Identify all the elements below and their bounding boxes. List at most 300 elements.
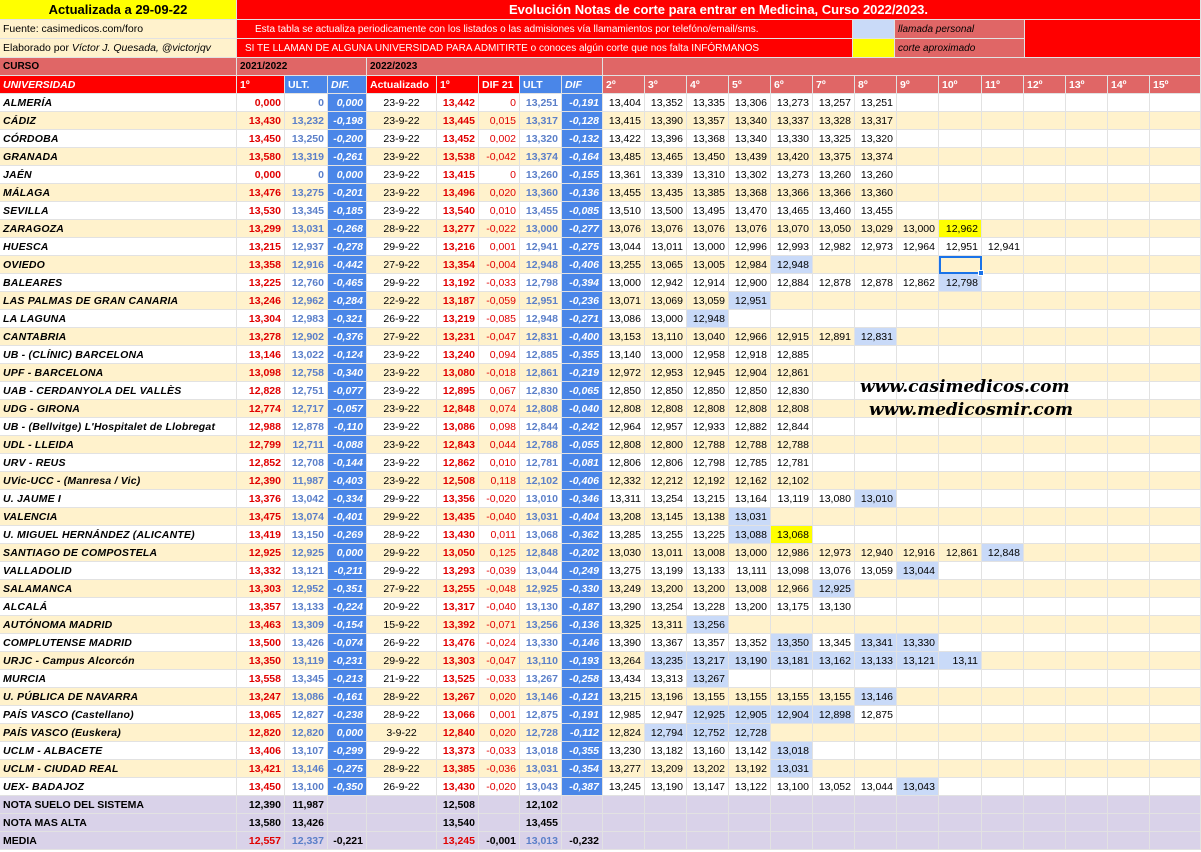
cut-15[interactable] xyxy=(1150,220,1201,238)
cut-9[interactable] xyxy=(897,112,939,130)
cut-3[interactable]: 13,069 xyxy=(645,292,687,310)
cut-15[interactable] xyxy=(1150,328,1201,346)
cut-8[interactable] xyxy=(855,508,897,526)
prev-diff[interactable]: -0,201 xyxy=(328,184,367,202)
cut-10[interactable] xyxy=(939,454,982,472)
prev-first-cut[interactable]: 13,358 xyxy=(237,256,285,274)
updated-date-cell[interactable]: 26-9-22 xyxy=(367,778,437,796)
cut-4[interactable]: 12,945 xyxy=(687,364,729,382)
diff-vs-2021[interactable]: -0,004 xyxy=(479,256,520,274)
updated-date-cell[interactable]: 20-9-22 xyxy=(367,598,437,616)
cut-9[interactable] xyxy=(897,418,939,436)
cut-2[interactable]: 13,076 xyxy=(603,220,645,238)
prev-last-cut[interactable]: 12,902 xyxy=(285,328,328,346)
prev-first-cut[interactable]: 13,146 xyxy=(237,346,285,364)
cut-14[interactable] xyxy=(1108,112,1150,130)
cut-7[interactable] xyxy=(813,616,855,634)
col-header-cut-14[interactable]: 14º xyxy=(1108,76,1150,94)
cut-15[interactable] xyxy=(1150,112,1201,130)
cut-11[interactable] xyxy=(982,454,1024,472)
cut-13[interactable] xyxy=(1066,454,1108,472)
prev-first-cut[interactable]: 13,450 xyxy=(237,130,285,148)
cut-4[interactable]: 13,217 xyxy=(687,652,729,670)
cut-2[interactable]: 13,311 xyxy=(603,490,645,508)
cut-15[interactable] xyxy=(1150,310,1201,328)
cut-11[interactable] xyxy=(982,256,1024,274)
cut-6[interactable]: 13,337 xyxy=(771,112,813,130)
diff-vs-2021[interactable]: -0,033 xyxy=(479,742,520,760)
prev-last-cut[interactable]: 13,146 xyxy=(285,760,328,778)
curr-diff[interactable]: -0,187 xyxy=(562,598,603,616)
cut-13[interactable] xyxy=(1066,256,1108,274)
updated-date-cell[interactable]: 23-9-22 xyxy=(367,148,437,166)
cut-14[interactable] xyxy=(1108,778,1150,796)
cut-12[interactable] xyxy=(1024,724,1066,742)
cut-15[interactable] xyxy=(1150,202,1201,220)
cut-2[interactable]: 13,030 xyxy=(603,544,645,562)
curr-first-cut[interactable]: 13,435 xyxy=(437,508,479,526)
curr-diff[interactable]: -0,249 xyxy=(562,562,603,580)
cut-11[interactable] xyxy=(982,580,1024,598)
prev-diff[interactable]: -0,200 xyxy=(328,130,367,148)
prev-first-cut[interactable]: 13,419 xyxy=(237,526,285,544)
cut-14[interactable] xyxy=(1108,526,1150,544)
selected-cell[interactable] xyxy=(939,256,982,274)
cut-3[interactable]: 13,209 xyxy=(645,760,687,778)
cut-8[interactable] xyxy=(855,436,897,454)
cut-9[interactable] xyxy=(897,436,939,454)
cut-5[interactable]: 12,996 xyxy=(729,238,771,256)
cut-13[interactable] xyxy=(1066,724,1108,742)
cut-7[interactable]: 12,898 xyxy=(813,706,855,724)
prev-diff[interactable]: -0,144 xyxy=(328,454,367,472)
cut-9[interactable] xyxy=(897,256,939,274)
cut-6[interactable] xyxy=(771,292,813,310)
cut-11[interactable] xyxy=(982,436,1024,454)
cut-3[interactable]: 13,182 xyxy=(645,742,687,760)
cut-7[interactable]: 13,155 xyxy=(813,688,855,706)
curr-first-cut[interactable]: 13,293 xyxy=(437,562,479,580)
cut-5[interactable]: 13,122 xyxy=(729,778,771,796)
cut-14[interactable] xyxy=(1108,166,1150,184)
curr-first-cut[interactable]: 13,303 xyxy=(437,652,479,670)
cut-8[interactable]: 13,455 xyxy=(855,202,897,220)
prev-first-cut[interactable]: 13,098 xyxy=(237,364,285,382)
cut-11[interactable] xyxy=(982,724,1024,742)
cut-14[interactable] xyxy=(1108,202,1150,220)
curr-last-cut[interactable]: 12,788 xyxy=(520,436,562,454)
cut-13[interactable] xyxy=(1066,112,1108,130)
cut-14[interactable] xyxy=(1108,382,1150,400)
cut-15[interactable] xyxy=(1150,742,1201,760)
cut-12[interactable] xyxy=(1024,454,1066,472)
cut-15[interactable] xyxy=(1150,634,1201,652)
cut-5[interactable]: 12,966 xyxy=(729,328,771,346)
curr-first-cut[interactable]: 12,848 xyxy=(437,400,479,418)
footer-prev-last[interactable]: 12,337 xyxy=(285,832,328,850)
prev-last-cut[interactable]: 0 xyxy=(285,94,328,112)
prev-diff[interactable]: -0,376 xyxy=(328,328,367,346)
cut-12[interactable] xyxy=(1024,130,1066,148)
cut-2[interactable]: 12,972 xyxy=(603,364,645,382)
cut-3[interactable]: 13,500 xyxy=(645,202,687,220)
cut-6[interactable]: 12,986 xyxy=(771,544,813,562)
curr-first-cut[interactable]: 13,445 xyxy=(437,112,479,130)
col-header-cut-11[interactable]: 11º xyxy=(982,76,1024,94)
cut-10[interactable] xyxy=(939,346,982,364)
diff-vs-2021[interactable]: 0,020 xyxy=(479,724,520,742)
updated-date-cell[interactable]: 29-9-22 xyxy=(367,652,437,670)
cut-4[interactable]: 13,000 xyxy=(687,238,729,256)
cut-5[interactable]: 12,162 xyxy=(729,472,771,490)
updated-date-cell[interactable]: 23-9-22 xyxy=(367,166,437,184)
university-name[interactable]: UEX- BADAJOZ xyxy=(0,778,237,796)
prev-first-cut[interactable]: 13,357 xyxy=(237,598,285,616)
university-name[interactable]: SALAMANCA xyxy=(0,580,237,598)
prev-last-cut[interactable]: 13,042 xyxy=(285,490,328,508)
university-name[interactable]: LAS PALMAS DE GRAN CANARIA xyxy=(0,292,237,310)
cut-3[interactable]: 13,145 xyxy=(645,508,687,526)
cut-11[interactable] xyxy=(982,706,1024,724)
col-header-8[interactable]: DIF xyxy=(562,76,603,94)
prev-last-cut[interactable]: 13,232 xyxy=(285,112,328,130)
university-name[interactable]: UB - (Bellvitge) L'Hospitalet de Llobregat xyxy=(0,418,237,436)
cut-12[interactable] xyxy=(1024,526,1066,544)
cut-3[interactable]: 12,947 xyxy=(645,706,687,724)
cut-10[interactable]: 12,861 xyxy=(939,544,982,562)
cut-13[interactable] xyxy=(1066,562,1108,580)
cut-15[interactable] xyxy=(1150,184,1201,202)
curr-diff[interactable]: -0,355 xyxy=(562,346,603,364)
prev-first-cut[interactable]: 13,225 xyxy=(237,274,285,292)
curr-last-cut[interactable]: 13,330 xyxy=(520,634,562,652)
curso-label[interactable]: CURSO xyxy=(0,58,237,76)
cut-7[interactable] xyxy=(813,364,855,382)
diff-vs-2021[interactable]: 0,015 xyxy=(479,112,520,130)
cut-11[interactable] xyxy=(982,760,1024,778)
cut-5[interactable]: 12,905 xyxy=(729,706,771,724)
updated-date-cell[interactable]: 28-9-22 xyxy=(367,220,437,238)
prev-last-cut[interactable]: 13,022 xyxy=(285,346,328,364)
prev-diff[interactable]: -0,340 xyxy=(328,364,367,382)
diff-vs-2021[interactable]: -0,040 xyxy=(479,508,520,526)
footer-prev-diff[interactable] xyxy=(328,796,367,814)
cut-6[interactable] xyxy=(771,724,813,742)
cut-10[interactable] xyxy=(939,94,982,112)
col-header-4[interactable]: Actualizado xyxy=(367,76,437,94)
cut-14[interactable] xyxy=(1108,220,1150,238)
cut-7[interactable]: 12,982 xyxy=(813,238,855,256)
cut-15[interactable] xyxy=(1150,598,1201,616)
prev-diff[interactable]: -0,213 xyxy=(328,670,367,688)
cut-2[interactable]: 12,332 xyxy=(603,472,645,490)
updated-date-cell[interactable]: 23-9-22 xyxy=(367,382,437,400)
cut-7[interactable]: 13,328 xyxy=(813,112,855,130)
col-header-cut-8[interactable]: 8º xyxy=(855,76,897,94)
cut-4[interactable]: 12,798 xyxy=(687,454,729,472)
cut-13[interactable] xyxy=(1066,652,1108,670)
cut-15[interactable] xyxy=(1150,166,1201,184)
cut-7[interactable]: 13,257 xyxy=(813,94,855,112)
cut-4[interactable]: 13,357 xyxy=(687,112,729,130)
cut-10[interactable] xyxy=(939,508,982,526)
cut-11[interactable] xyxy=(982,616,1024,634)
cut-15[interactable] xyxy=(1150,490,1201,508)
cut-7[interactable]: 13,325 xyxy=(813,130,855,148)
cut-5[interactable]: 13,352 xyxy=(729,634,771,652)
cut-14[interactable] xyxy=(1108,418,1150,436)
university-name[interactable]: BALEARES xyxy=(0,274,237,292)
updated-date-cell[interactable]: 23-9-22 xyxy=(367,400,437,418)
cut-12[interactable] xyxy=(1024,274,1066,292)
diff-vs-2021[interactable]: -0,022 xyxy=(479,220,520,238)
prev-last-cut[interactable]: 12,827 xyxy=(285,706,328,724)
cut-13[interactable] xyxy=(1066,184,1108,202)
cut-5[interactable]: 12,728 xyxy=(729,724,771,742)
cut-14[interactable] xyxy=(1108,580,1150,598)
cut-4[interactable]: 12,958 xyxy=(687,346,729,364)
cut-14[interactable] xyxy=(1108,310,1150,328)
prev-diff[interactable]: -0,284 xyxy=(328,292,367,310)
cut-2[interactable]: 12,985 xyxy=(603,706,645,724)
prev-diff[interactable]: -0,154 xyxy=(328,616,367,634)
cut-6[interactable]: 12,993 xyxy=(771,238,813,256)
diff-vs-2021[interactable]: 0,020 xyxy=(479,184,520,202)
cut-7[interactable]: 12,878 xyxy=(813,274,855,292)
curr-first-cut[interactable]: 13,415 xyxy=(437,166,479,184)
cut-10[interactable] xyxy=(939,760,982,778)
cut-14[interactable] xyxy=(1108,274,1150,292)
curr-first-cut[interactable]: 12,840 xyxy=(437,724,479,742)
prev-first-cut[interactable]: 13,065 xyxy=(237,706,285,724)
cut-15[interactable] xyxy=(1150,148,1201,166)
cut-6[interactable] xyxy=(771,616,813,634)
curr-diff[interactable]: -0,406 xyxy=(562,472,603,490)
cut-15[interactable] xyxy=(1150,508,1201,526)
cut-6[interactable]: 12,102 xyxy=(771,472,813,490)
cut-3[interactable]: 12,794 xyxy=(645,724,687,742)
prev-diff[interactable]: 0,000 xyxy=(328,94,367,112)
curr-last-cut[interactable]: 13,000 xyxy=(520,220,562,238)
curr-last-cut[interactable]: 13,455 xyxy=(520,202,562,220)
cut-4[interactable]: 12,850 xyxy=(687,382,729,400)
cut-11[interactable] xyxy=(982,670,1024,688)
cut-3[interactable]: 13,196 xyxy=(645,688,687,706)
university-name[interactable]: U. JAUME I xyxy=(0,490,237,508)
cut-4[interactable]: 13,228 xyxy=(687,598,729,616)
cut-6[interactable] xyxy=(771,670,813,688)
curr-last-cut[interactable]: 13,260 xyxy=(520,166,562,184)
prev-first-cut[interactable]: 13,475 xyxy=(237,508,285,526)
cut-8[interactable]: 13,146 xyxy=(855,688,897,706)
cut-13[interactable] xyxy=(1066,292,1108,310)
cut-8[interactable]: 13,374 xyxy=(855,148,897,166)
university-name[interactable]: UDL - LLEIDA xyxy=(0,436,237,454)
cut-6[interactable]: 13,018 xyxy=(771,742,813,760)
cut-10[interactable] xyxy=(939,526,982,544)
cut-2[interactable]: 13,285 xyxy=(603,526,645,544)
curr-last-cut[interactable]: 13,068 xyxy=(520,526,562,544)
cut-11[interactable] xyxy=(982,418,1024,436)
cut-15[interactable] xyxy=(1150,544,1201,562)
cut-10[interactable] xyxy=(939,328,982,346)
cut-7[interactable]: 13,130 xyxy=(813,598,855,616)
cut-4[interactable]: 12,933 xyxy=(687,418,729,436)
curr-last-cut[interactable]: 13,360 xyxy=(520,184,562,202)
cut-14[interactable] xyxy=(1108,238,1150,256)
cut-2[interactable]: 13,390 xyxy=(603,634,645,652)
updated-date-cell[interactable]: 23-9-22 xyxy=(367,112,437,130)
university-name[interactable]: MÁLAGA xyxy=(0,184,237,202)
cut-2[interactable]: 13,153 xyxy=(603,328,645,346)
cut-3[interactable]: 13,011 xyxy=(645,238,687,256)
cut-11[interactable] xyxy=(982,634,1024,652)
prev-last-cut[interactable]: 11,987 xyxy=(285,472,328,490)
cut-2[interactable]: 13,434 xyxy=(603,670,645,688)
cut-7[interactable]: 12,891 xyxy=(813,328,855,346)
cut-2[interactable]: 13,325 xyxy=(603,616,645,634)
cut-9[interactable] xyxy=(897,598,939,616)
cut-15[interactable] xyxy=(1150,94,1201,112)
prev-first-cut[interactable]: 13,406 xyxy=(237,742,285,760)
cut-6[interactable]: 12,966 xyxy=(771,580,813,598)
cut-9[interactable] xyxy=(897,724,939,742)
cut-9[interactable] xyxy=(897,310,939,328)
curr-diff[interactable]: -0,081 xyxy=(562,454,603,472)
cut-2[interactable]: 13,086 xyxy=(603,310,645,328)
prev-diff[interactable]: -0,074 xyxy=(328,634,367,652)
cut-4[interactable]: 13,310 xyxy=(687,166,729,184)
curr-first-cut[interactable]: 13,452 xyxy=(437,130,479,148)
cut-6[interactable]: 12,861 xyxy=(771,364,813,382)
curr-last-cut[interactable]: 13,251 xyxy=(520,94,562,112)
prev-last-cut[interactable]: 12,962 xyxy=(285,292,328,310)
prev-diff[interactable]: -0,057 xyxy=(328,400,367,418)
diff-vs-2021[interactable]: -0,059 xyxy=(479,292,520,310)
cut-9[interactable] xyxy=(897,94,939,112)
cut-2[interactable]: 13,208 xyxy=(603,508,645,526)
cut-11[interactable] xyxy=(982,202,1024,220)
cut-2[interactable]: 13,422 xyxy=(603,130,645,148)
diff-vs-2021[interactable]: 0,074 xyxy=(479,400,520,418)
cut-9[interactable] xyxy=(897,670,939,688)
cut-4[interactable]: 12,192 xyxy=(687,472,729,490)
cut-13[interactable] xyxy=(1066,364,1108,382)
cut-14[interactable] xyxy=(1108,256,1150,274)
curr-last-cut[interactable]: 12,781 xyxy=(520,454,562,472)
cut-13[interactable] xyxy=(1066,508,1108,526)
updated-date-cell[interactable]: 28-9-22 xyxy=(367,688,437,706)
cut-14[interactable] xyxy=(1108,472,1150,490)
curr-first-cut[interactable]: 13,255 xyxy=(437,580,479,598)
cut-7[interactable]: 12,973 xyxy=(813,544,855,562)
col-header-cut-4[interactable]: 4º xyxy=(687,76,729,94)
diff-vs-2021[interactable]: 0,118 xyxy=(479,472,520,490)
diff-vs-2021[interactable]: 0,010 xyxy=(479,454,520,472)
curr-last-cut[interactable]: 12,875 xyxy=(520,706,562,724)
prev-diff[interactable]: -0,124 xyxy=(328,346,367,364)
cut-5[interactable]: 12,900 xyxy=(729,274,771,292)
diff-vs-2021[interactable]: 0 xyxy=(479,94,520,112)
diff-vs-2021[interactable]: -0,048 xyxy=(479,580,520,598)
cut-6[interactable] xyxy=(771,508,813,526)
curr-diff[interactable]: -0,242 xyxy=(562,418,603,436)
cut-2[interactable]: 13,455 xyxy=(603,184,645,202)
updated-date-cell[interactable]: 26-9-22 xyxy=(367,310,437,328)
prev-first-cut[interactable]: 12,799 xyxy=(237,436,285,454)
cut-4[interactable]: 13,138 xyxy=(687,508,729,526)
cut-3[interactable]: 13,076 xyxy=(645,220,687,238)
footer-curr-first[interactable]: 13,245 xyxy=(437,832,479,850)
cut-7[interactable] xyxy=(813,670,855,688)
cut-9[interactable]: 13,043 xyxy=(897,778,939,796)
cut-2[interactable]: 13,290 xyxy=(603,598,645,616)
cut-3[interactable]: 13,254 xyxy=(645,490,687,508)
cut-5[interactable]: 12,984 xyxy=(729,256,771,274)
cut-7[interactable]: 13,460 xyxy=(813,202,855,220)
cut-8[interactable] xyxy=(855,418,897,436)
cut-8[interactable]: 13,133 xyxy=(855,652,897,670)
cut-7[interactable] xyxy=(813,508,855,526)
prev-last-cut[interactable]: 12,711 xyxy=(285,436,328,454)
cut-10[interactable]: 12,951 xyxy=(939,238,982,256)
prev-first-cut[interactable]: 13,476 xyxy=(237,184,285,202)
curr-last-cut[interactable]: 12,861 xyxy=(520,364,562,382)
diff-vs-2021[interactable]: 0,001 xyxy=(479,238,520,256)
cut-12[interactable] xyxy=(1024,220,1066,238)
cut-14[interactable] xyxy=(1108,130,1150,148)
cut-8[interactable]: 13,010 xyxy=(855,490,897,508)
cut-9[interactable]: 12,862 xyxy=(897,274,939,292)
diff-vs-2021[interactable]: 0,010 xyxy=(479,202,520,220)
cut-7[interactable]: 13,366 xyxy=(813,184,855,202)
cut-12[interactable] xyxy=(1024,166,1066,184)
prev-diff[interactable]: -0,261 xyxy=(328,148,367,166)
cut-5[interactable]: 13,200 xyxy=(729,598,771,616)
cut-11[interactable] xyxy=(982,148,1024,166)
cut-14[interactable] xyxy=(1108,616,1150,634)
cut-2[interactable]: 13,000 xyxy=(603,274,645,292)
cut-15[interactable] xyxy=(1150,382,1201,400)
curr-first-cut[interactable]: 13,430 xyxy=(437,526,479,544)
cut-14[interactable] xyxy=(1108,364,1150,382)
cut-10[interactable] xyxy=(939,688,982,706)
prev-first-cut[interactable]: 0,000 xyxy=(237,94,285,112)
updated-date-cell[interactable]: 29-9-22 xyxy=(367,562,437,580)
footer-diff-2021[interactable]: -0,001 xyxy=(479,832,520,850)
cut-13[interactable] xyxy=(1066,220,1108,238)
cut-9[interactable]: 12,916 xyxy=(897,544,939,562)
cut-3[interactable]: 13,200 xyxy=(645,580,687,598)
footer-prev-diff[interactable]: -0,221 xyxy=(328,832,367,850)
prev-first-cut[interactable]: 13,303 xyxy=(237,580,285,598)
cut-7[interactable] xyxy=(813,256,855,274)
cut-7[interactable]: 13,052 xyxy=(813,778,855,796)
cut-10[interactable] xyxy=(939,490,982,508)
cut-10[interactable] xyxy=(939,130,982,148)
cut-15[interactable] xyxy=(1150,238,1201,256)
cut-7[interactable] xyxy=(813,724,855,742)
updated-date-cell[interactable]: 27-9-22 xyxy=(367,580,437,598)
cut-11[interactable] xyxy=(982,328,1024,346)
diff-vs-2021[interactable]: 0,044 xyxy=(479,436,520,454)
curr-last-cut[interactable]: 12,951 xyxy=(520,292,562,310)
col-header-cut-9[interactable]: 9º xyxy=(897,76,939,94)
cut-4[interactable]: 12,808 xyxy=(687,400,729,418)
footer-curr-diff[interactable] xyxy=(562,814,603,832)
cut-3[interactable]: 12,808 xyxy=(645,400,687,418)
cut-13[interactable] xyxy=(1066,598,1108,616)
